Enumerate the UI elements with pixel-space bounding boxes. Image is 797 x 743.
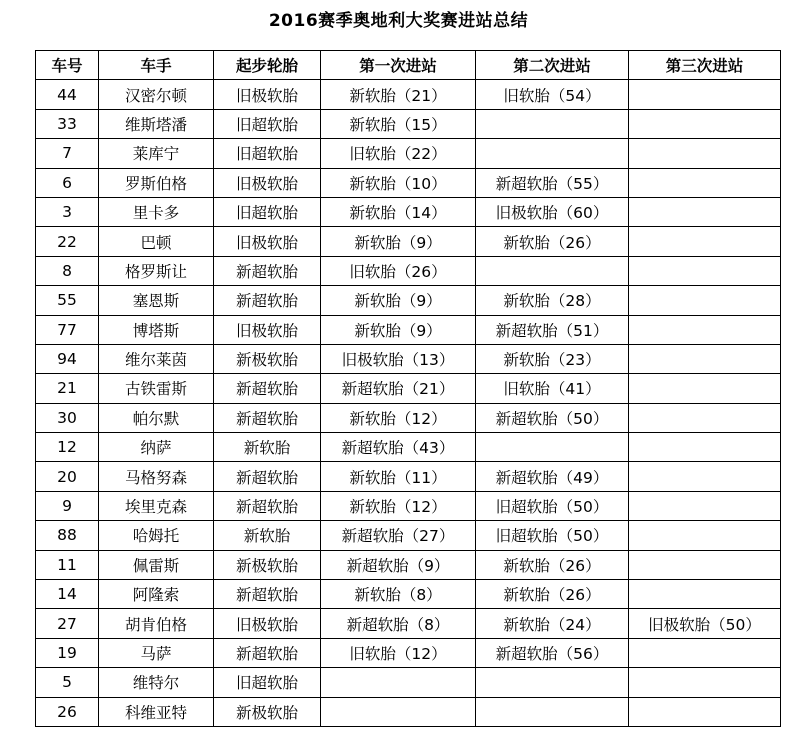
cell-third-stop — [629, 462, 781, 491]
cell-second-stop — [476, 668, 629, 697]
cell-car-number: 11 — [36, 550, 99, 579]
cell-car-number: 94 — [36, 344, 99, 373]
cell-car-number: 88 — [36, 521, 99, 550]
cell-car-number: 12 — [36, 433, 99, 462]
cell-driver: 佩雷斯 — [99, 550, 214, 579]
cell-driver: 汉密尔顿 — [99, 80, 214, 109]
cell-starting-tyre: 新极软胎 — [214, 344, 321, 373]
cell-starting-tyre: 旧极软胎 — [214, 609, 321, 638]
cell-starting-tyre: 新极软胎 — [214, 697, 321, 726]
cell-second-stop: 新软胎（26） — [476, 550, 629, 579]
cell-third-stop: 旧极软胎（50） — [629, 609, 781, 638]
cell-third-stop — [629, 374, 781, 403]
cell-starting-tyre: 旧极软胎 — [214, 315, 321, 344]
cell-second-stop: 新软胎（23） — [476, 344, 629, 373]
cell-starting-tyre: 旧超软胎 — [214, 109, 321, 138]
header-third-stop: 第三次进站 — [629, 51, 781, 80]
cell-second-stop: 旧软胎（54） — [476, 80, 629, 109]
table-row — [36, 550, 781, 579]
cell-third-stop — [629, 168, 781, 197]
table-row — [36, 109, 781, 138]
cell-starting-tyre: 旧超软胎 — [214, 197, 321, 226]
cell-second-stop: 旧超软胎（50） — [476, 491, 629, 520]
cell-driver: 里卡多 — [99, 197, 214, 226]
cell-starting-tyre: 新极软胎 — [214, 550, 321, 579]
cell-starting-tyre: 新超软胎 — [214, 286, 321, 315]
cell-first-stop: 新软胎（9） — [321, 315, 476, 344]
cell-second-stop: 旧软胎（41） — [476, 374, 629, 403]
cell-car-number: 21 — [36, 374, 99, 403]
table-row — [36, 256, 781, 285]
cell-driver: 巴顿 — [99, 227, 214, 256]
cell-first-stop: 新软胎（14） — [321, 197, 476, 226]
cell-first-stop: 旧软胎（26） — [321, 256, 476, 285]
table-header-row — [36, 51, 781, 80]
cell-starting-tyre: 新超软胎 — [214, 256, 321, 285]
cell-driver: 帕尔默 — [99, 403, 214, 432]
table-row — [36, 697, 781, 726]
cell-second-stop: 新软胎（26） — [476, 227, 629, 256]
cell-first-stop: 新软胎（9） — [321, 286, 476, 315]
cell-second-stop: 新软胎（26） — [476, 580, 629, 609]
table-body — [36, 80, 781, 727]
cell-first-stop: 旧软胎（22） — [321, 139, 476, 168]
cell-first-stop: 新软胎（12） — [321, 403, 476, 432]
cell-driver: 维斯塔潘 — [99, 109, 214, 138]
header-first-stop: 第一次进站 — [321, 51, 476, 80]
cell-driver: 莱库宁 — [99, 139, 214, 168]
table-row — [36, 315, 781, 344]
cell-third-stop — [629, 580, 781, 609]
cell-driver: 阿隆索 — [99, 580, 214, 609]
cell-car-number: 22 — [36, 227, 99, 256]
cell-starting-tyre: 新超软胎 — [214, 374, 321, 403]
cell-second-stop: 旧超软胎（50） — [476, 521, 629, 550]
cell-third-stop — [629, 197, 781, 226]
cell-car-number: 9 — [36, 491, 99, 520]
cell-driver: 胡肯伯格 — [99, 609, 214, 638]
cell-car-number: 7 — [36, 139, 99, 168]
cell-first-stop: 旧极软胎（13） — [321, 344, 476, 373]
table-row — [36, 609, 781, 638]
cell-second-stop: 新超软胎（55） — [476, 168, 629, 197]
cell-third-stop — [629, 286, 781, 315]
cell-second-stop: 新软胎（28） — [476, 286, 629, 315]
cell-third-stop — [629, 227, 781, 256]
cell-starting-tyre: 新超软胎 — [214, 580, 321, 609]
cell-second-stop: 新软胎（24） — [476, 609, 629, 638]
cell-first-stop: 新超软胎（27） — [321, 521, 476, 550]
cell-second-stop — [476, 256, 629, 285]
cell-second-stop — [476, 697, 629, 726]
page-title: 2016赛季奥地利大奖赛进站总结 — [268, 11, 529, 31]
table-row — [36, 227, 781, 256]
cell-car-number: 30 — [36, 403, 99, 432]
cell-first-stop: 新软胎（11） — [321, 462, 476, 491]
cell-car-number: 19 — [36, 638, 99, 667]
cell-driver: 古铁雷斯 — [99, 374, 214, 403]
header-driver: 车手 — [99, 51, 214, 80]
cell-driver: 马格努森 — [99, 462, 214, 491]
cell-driver: 罗斯伯格 — [99, 168, 214, 197]
cell-third-stop — [629, 256, 781, 285]
cell-car-number: 26 — [36, 697, 99, 726]
header-second-stop: 第二次进站 — [476, 51, 629, 80]
cell-driver: 维特尔 — [99, 668, 214, 697]
cell-car-number: 77 — [36, 315, 99, 344]
cell-driver: 纳萨 — [99, 433, 214, 462]
cell-car-number: 27 — [36, 609, 99, 638]
cell-starting-tyre: 新软胎 — [214, 521, 321, 550]
cell-first-stop: 新超软胎（43） — [321, 433, 476, 462]
cell-driver: 马萨 — [99, 638, 214, 667]
table-row — [36, 139, 781, 168]
cell-third-stop — [629, 403, 781, 432]
table-row — [36, 580, 781, 609]
cell-third-stop — [629, 433, 781, 462]
cell-driver: 科维亚特 — [99, 697, 214, 726]
cell-second-stop: 新超软胎（50） — [476, 403, 629, 432]
table-row — [36, 403, 781, 432]
table-row — [36, 197, 781, 226]
cell-first-stop: 新软胎（21） — [321, 80, 476, 109]
table-row — [36, 168, 781, 197]
cell-third-stop — [629, 139, 781, 168]
cell-first-stop: 新软胎（12） — [321, 491, 476, 520]
cell-starting-tyre: 新超软胎 — [214, 403, 321, 432]
header-starting-tyre: 起步轮胎 — [214, 51, 321, 80]
cell-starting-tyre: 新软胎 — [214, 433, 321, 462]
cell-car-number: 44 — [36, 80, 99, 109]
table-row — [36, 80, 781, 109]
cell-third-stop — [629, 521, 781, 550]
cell-starting-tyre: 旧极软胎 — [214, 168, 321, 197]
cell-third-stop — [629, 109, 781, 138]
table-row — [36, 286, 781, 315]
cell-starting-tyre: 旧超软胎 — [214, 668, 321, 697]
cell-first-stop: 旧软胎（12） — [321, 638, 476, 667]
cell-second-stop — [476, 109, 629, 138]
cell-car-number: 55 — [36, 286, 99, 315]
cell-second-stop — [476, 139, 629, 168]
cell-first-stop: 新软胎（15） — [321, 109, 476, 138]
cell-second-stop: 新超软胎（56） — [476, 638, 629, 667]
table-row — [36, 521, 781, 550]
cell-first-stop: 新软胎（8） — [321, 580, 476, 609]
cell-driver: 埃里克森 — [99, 491, 214, 520]
cell-first-stop: 新软胎（10） — [321, 168, 476, 197]
cell-driver: 哈姆托 — [99, 521, 214, 550]
pit-stop-table — [35, 50, 781, 727]
cell-first-stop: 新超软胎（21） — [321, 374, 476, 403]
cell-driver: 格罗斯让 — [99, 256, 214, 285]
table-row — [36, 491, 781, 520]
cell-driver: 博塔斯 — [99, 315, 214, 344]
cell-car-number: 8 — [36, 256, 99, 285]
cell-driver: 维尔莱茵 — [99, 344, 214, 373]
cell-second-stop: 新超软胎（51） — [476, 315, 629, 344]
cell-third-stop — [629, 697, 781, 726]
table-row — [36, 638, 781, 667]
cell-third-stop — [629, 344, 781, 373]
cell-third-stop — [629, 550, 781, 579]
cell-car-number: 14 — [36, 580, 99, 609]
cell-third-stop — [629, 668, 781, 697]
cell-first-stop — [321, 697, 476, 726]
cell-starting-tyre: 新超软胎 — [214, 638, 321, 667]
cell-starting-tyre: 旧超软胎 — [214, 139, 321, 168]
cell-second-stop: 旧极软胎（60） — [476, 197, 629, 226]
cell-car-number: 3 — [36, 197, 99, 226]
cell-third-stop — [629, 80, 781, 109]
cell-first-stop: 新超软胎（9） — [321, 550, 476, 579]
table-row — [36, 668, 781, 697]
cell-starting-tyre: 新超软胎 — [214, 491, 321, 520]
table-row — [36, 344, 781, 373]
cell-first-stop: 新超软胎（8） — [321, 609, 476, 638]
cell-third-stop — [629, 638, 781, 667]
cell-second-stop: 新超软胎（49） — [476, 462, 629, 491]
cell-starting-tyre: 旧极软胎 — [214, 227, 321, 256]
cell-first-stop: 新软胎（9） — [321, 227, 476, 256]
cell-starting-tyre: 新超软胎 — [214, 462, 321, 491]
cell-third-stop — [629, 491, 781, 520]
cell-driver: 塞恩斯 — [99, 286, 214, 315]
table-row — [36, 462, 781, 491]
table-row — [36, 374, 781, 403]
table-row — [36, 433, 781, 462]
cell-car-number: 6 — [36, 168, 99, 197]
cell-first-stop — [321, 668, 476, 697]
cell-starting-tyre: 旧极软胎 — [214, 80, 321, 109]
cell-car-number: 33 — [36, 109, 99, 138]
cell-third-stop — [629, 315, 781, 344]
cell-car-number: 5 — [36, 668, 99, 697]
cell-car-number: 20 — [36, 462, 99, 491]
header-car-number: 车号 — [36, 51, 99, 80]
cell-second-stop — [476, 433, 629, 462]
